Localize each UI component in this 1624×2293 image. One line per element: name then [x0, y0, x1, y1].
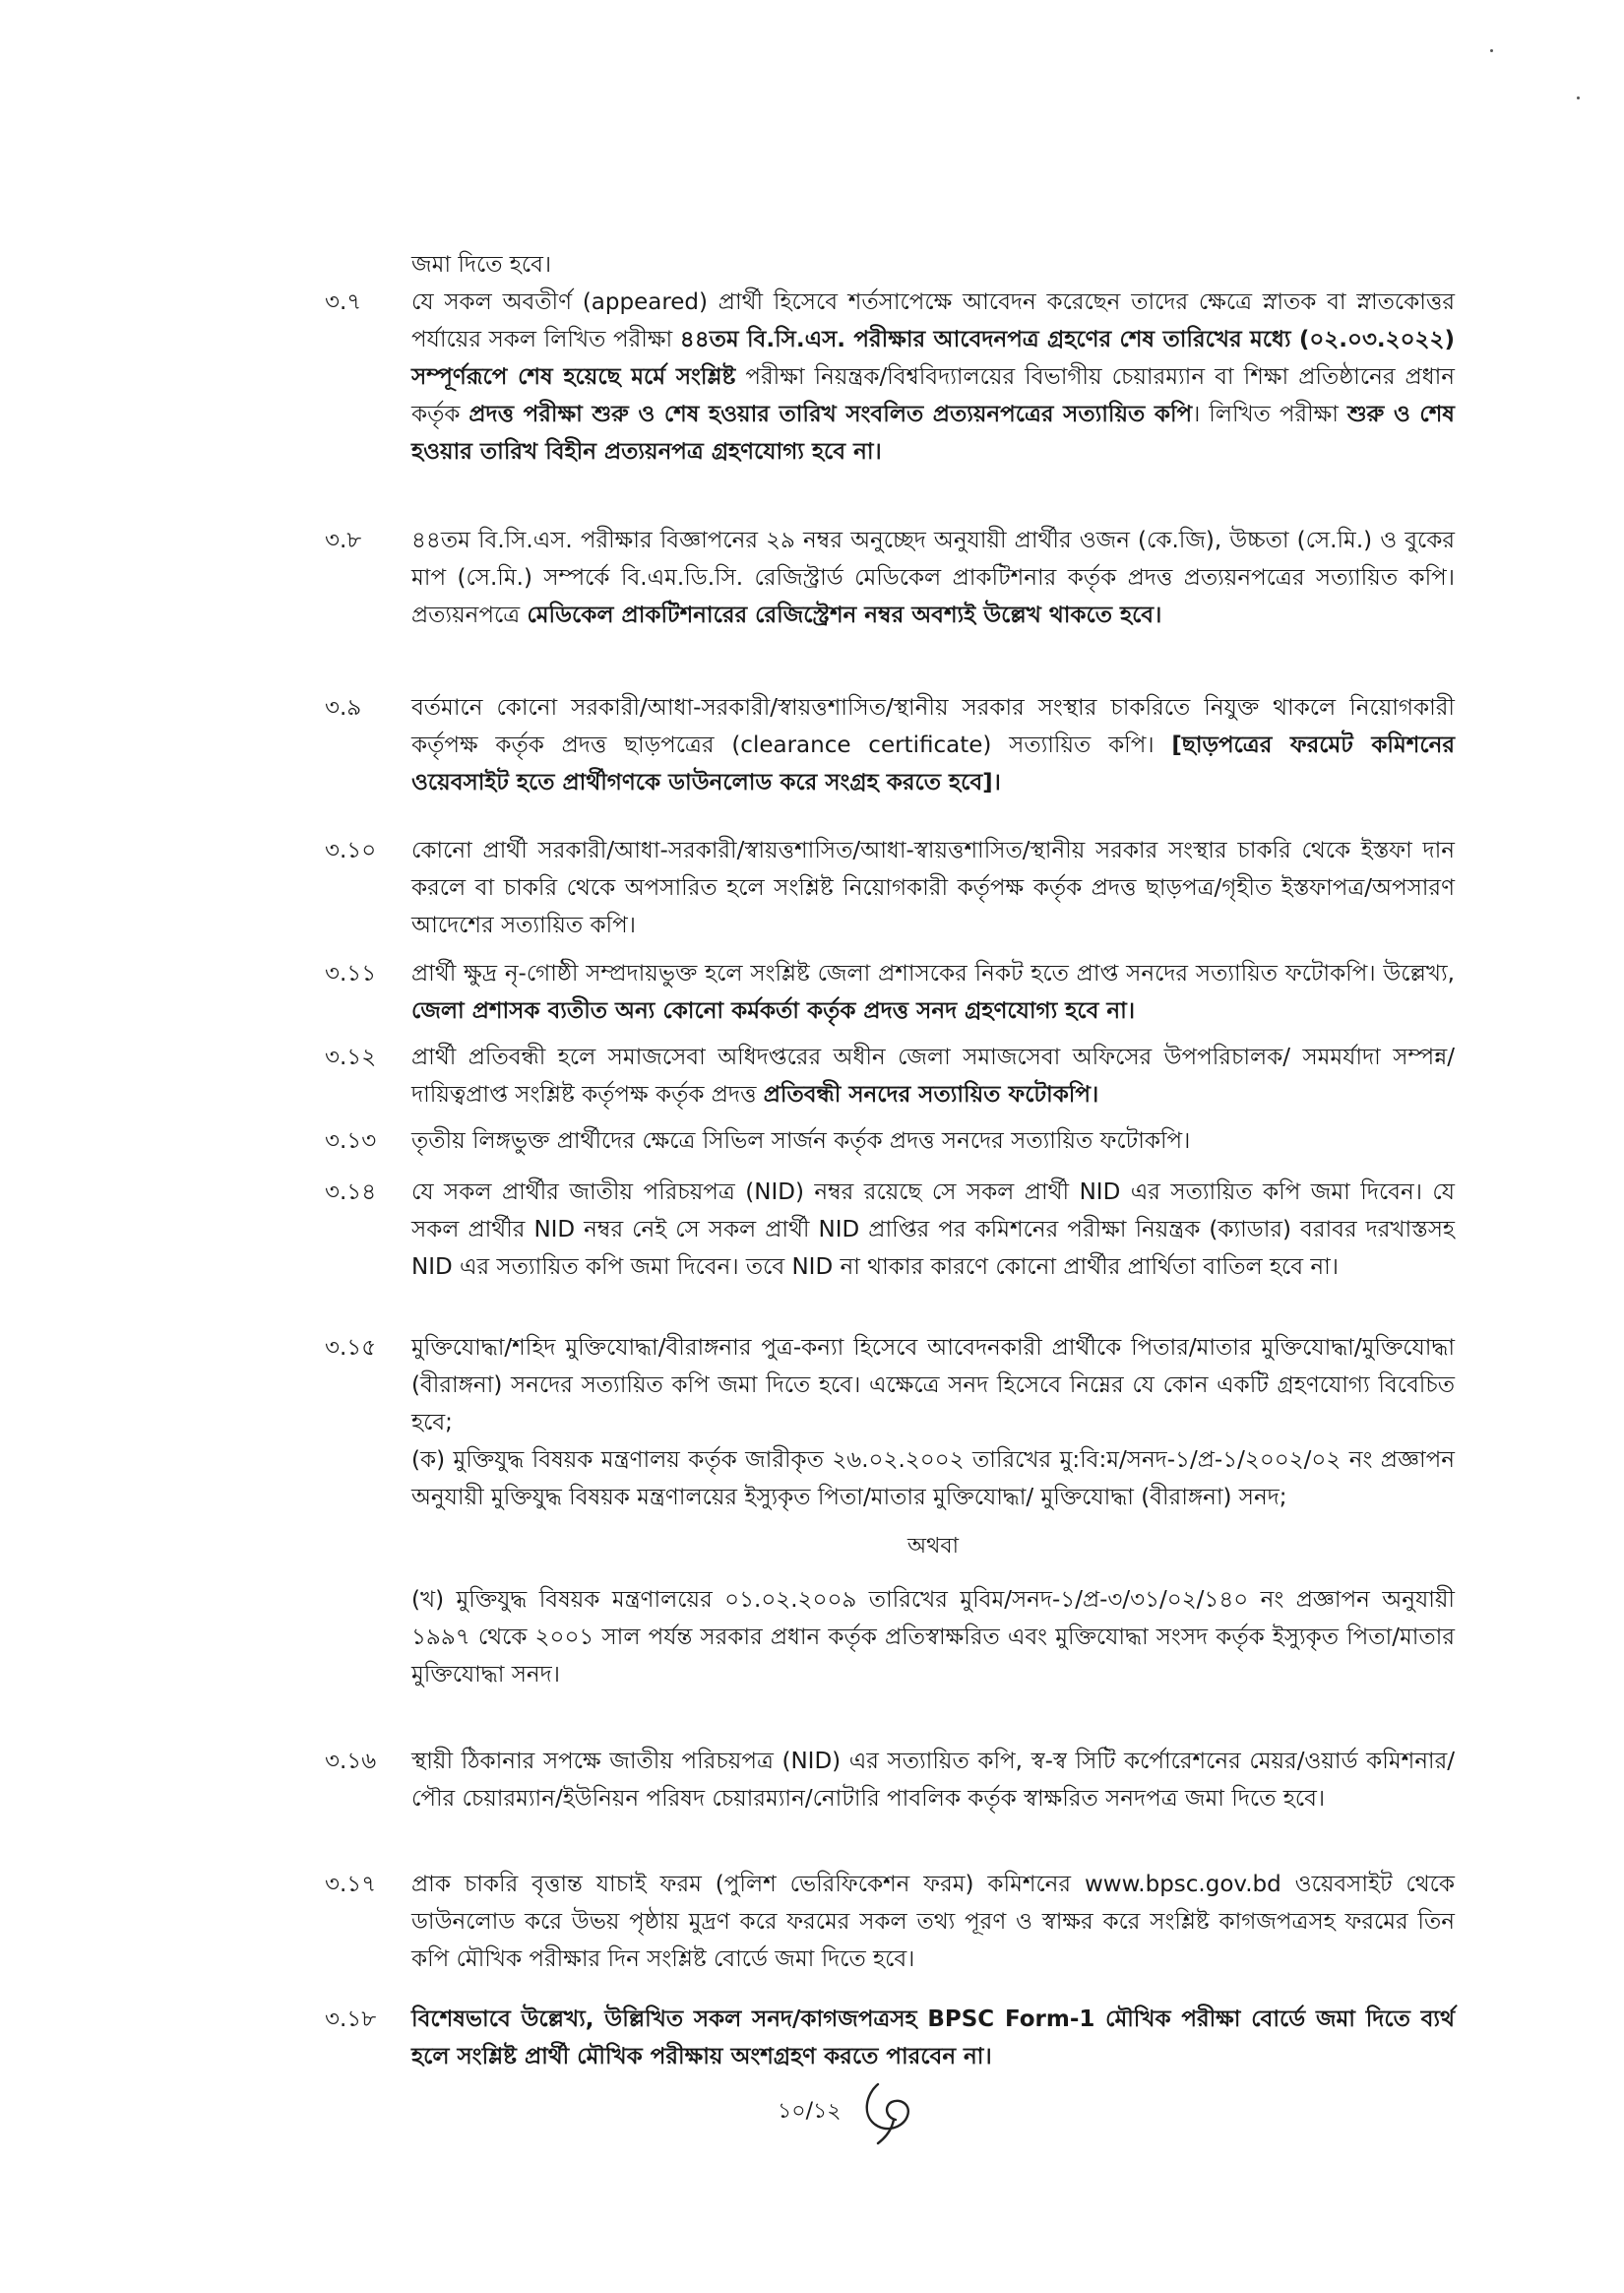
- item-text: [411, 1329, 1455, 1693]
- text-run: ৪৪তম বি.সি.এস. পরীক্ষার বিজ্ঞাপনের ২৯ নম্বর অনুচ্ছেদ অনুযায়ী প্রার্থীর ওজন (কে.জি), উচ্চতা (সে.মি.) ও বুকের মাপ (সে.মি.) সম্পর্কে বি.এম.ডি.সি. রেজিস্ট্রার্ড মেডিকেল প্রাকটিশনার কর্তৃক প্রদত্ত প্রত্যয়নপত্রের সত্যায়িত কপি। প্রত্যয়নপত্রে: [411, 528, 1455, 628]
- scan-speck: [1490, 49, 1493, 52]
- bold-run: [ছাড়পত্রের ফরমেট কমিশনের ওয়েবসাইট হতে প্রার্থীগণকে ডাউনলোড করে সংগ্রহ করতে হবে]।: [411, 732, 1456, 796]
- signature-mark: [856, 2072, 925, 2146]
- sub-clause-ka: (ক) মুক্তিযুদ্ধ বিষয়ক মন্ত্রণালয় কর্তৃক জারীকৃত ২৬.০২.২০০২ তারিখের মু:বি:ম/সনদ-১/প্র-১/২০০২/০২ নং প্রজ্ঞাপন অনুযায়ী মুক্তিযুদ্ধ বিষয়ক মন্ত্রণালয়ের ইস্যুকৃত পিতা/মাতার মুক্তিযোদ্ধা/ মুক্তিযোদ্ধা (বীরাঙ্গনা) সনদ;: [411, 1447, 1455, 1510]
- text-run: প্রার্থী প্রতিবন্ধী হলে সমাজসেবা অধিদপ্তরের অধীন জেলা সমাজসেবা অফিসের উপপরিচালক/ সমমর্যাদা সম্পন্ন/দায়িত্বপ্রাপ্ত সংশ্লিষ্ট কর্তৃপক্ষ কর্তৃক প্রদত্ত: [411, 1045, 1455, 1108]
- bold-run: ৪৪তম বি.সি.এস. পরীক্ষার আবেদনপত্র গ্রহণের শেষ তারিখের মধ্যে (০২.০৩.২০২২) সম্পূর্ণরূপে শেষ হয়েছে মর্মে সংশ্লিষ্ট: [411, 327, 1455, 390]
- item-text: [411, 1866, 1455, 1978]
- item-text: [411, 284, 1455, 471]
- item-number: ৩.১৭: [325, 1872, 377, 1897]
- item-text: [411, 1039, 1455, 1114]
- item-text: [411, 2001, 1455, 2075]
- item-number: ৩.১৫: [325, 1335, 377, 1361]
- text-run: যে সকল অবতীর্ণ (appeared) প্রার্থী হিসেবে শর্তসাপেক্ষে আবেদন করেছেন তাদের ক্ষেত্রে স্নাতক বা স্নাতকোত্তর পর্যায়ের সকল লিখিত পরীক্ষা: [411, 289, 1455, 352]
- bold-run: প্রদত্ত পরীক্ষা শুরু ও শেষ হওয়ার তারিখ সংবলিত প্রত্যয়নপত্রের সত্যায়িত কপি: [468, 402, 1193, 427]
- item-number: ৩.৭: [325, 289, 362, 315]
- text-run: মুক্তিযোদ্ধা/শহিদ মুক্তিযোদ্ধা/বীরাঙ্গনার পুত্র-কন্যা হিসেবে আবেদনকারী প্রার্থীকে পিতার/মাতার মুক্তিযোদ্ধা/মুক্তিযোদ্ধা (বীরাঙ্গনা) সনদের সত্যায়িত কপি জমা দিতে হবে। এক্ষেত্রে সনদ হিসেবে নিম্নের যে কোন একটি গ্রহণযোগ্য বিবেচিত হবে;: [411, 1335, 1455, 1435]
- item-number: ৩.১১: [325, 961, 377, 987]
- page-number: ১০/১২: [778, 2099, 842, 2124]
- scan-speck: [1577, 96, 1580, 99]
- text-run: পরীক্ষা নিয়ন্ত্রক/বিশ্ববিদ্যালয়ের বিভাগীয় চেয়ারম্যান বা শিক্ষা প্রতিষ্ঠানের প্রধান কর্তৃক: [411, 364, 1455, 427]
- item-number: ৩.১০: [325, 838, 377, 863]
- item-text: [411, 1122, 1455, 1160]
- text-run: প্রার্থী ক্ষুদ্র নৃ-গোষ্ঠী সম্প্রদায়ভুক্ত হলে সংশ্লিষ্ট জেলা প্রশাসকের নিকট হতে প্রাপ্ত সনদের সত্যায়িত ফটোকপি। উল্লেখ্য,: [411, 961, 1455, 987]
- bold-run: প্রতিবন্ধী সনদের সত্যায়িত ফটোকপি।: [763, 1082, 1099, 1108]
- or-separator: অথবা: [907, 1534, 959, 1559]
- text-run: যে সকল প্রার্থীর জাতীয় পরিচয়পত্র (NID) নম্বর রয়েছে সে সকল প্রার্থী NID এর সত্যায়িত কপি জমা দিবেন। যে সকল প্রার্থীর NID নম্বর নেই সে সকল প্রার্থী NID প্রাপ্তির পর কমিশনের পরীক্ষা নিয়ন্ত্রক (ক্যাডার) বরাবর দরখাস্তসহ NID এর সত্যায়িত কপি জমা দিবেন। তবে NID না থাকার কারণে কোনো প্রার্থীর প্রার্থিতা বাতিল হবে না।: [411, 1179, 1455, 1280]
- text-run: স্থায়ী ঠিকানার সপক্ষে জাতীয় পরিচয়পত্র (NID) এর সত্যায়িত কপি, স্ব-স্ব সিটি কর্পোরেশনের মেয়র/ওয়ার্ড কমিশনার/পৌর চেয়ারম্যান/ইউনিয়ন পরিষদ চেয়ারম্যান/নোটারি পাবলিক কর্তৃক স্বাক্ষরিত সনদপত্র জমা দিতে হবে।: [411, 1749, 1455, 1812]
- text-run: প্রাক চাকরি বৃত্তান্ত যাচাই ফরম (পুলিশ ভেরিফিকেশন ফরম) কমিশনের www.bpsc.gov.bd ওয়েবসাইট থেকে ডাউনলোড করে উভয় পৃষ্ঠায় মুদ্রণ করে ফরমের সকল তথ্য পূরণ ও স্বাক্ষর করে সংশ্লিষ্ট কাগজপত্রসহ ফরমের তিন কপি মৌখিক পরীক্ষার দিন সংশ্লিষ্ট বোর্ডে জমা দিতে হবে।: [411, 1872, 1455, 1972]
- bold-run: বিশেষভাবে উল্লেখ্য, উল্লিখিত সকল সনদ/কাগজপত্রসহ BPSC Form-1 মৌখিক পরীক্ষা বোর্ডে জমা দিতে ব্যর্থ হলে সংশ্লিষ্ট প্রার্থী মৌখিক পরীক্ষায় অংশগ্রহণ করতে পারবেন না।: [411, 2006, 1455, 2070]
- continued-line: জমা দিতে হবে।: [411, 252, 552, 278]
- item-number: ৩.১২: [325, 1045, 377, 1070]
- sub-clause-kha: (খ) মুক্তিযুদ্ধ বিষয়ক মন্ত্রণালয়ের ০১.০২.২০০৯ তারিখের মুবিম/সনদ-১/প্র-৩/৩১/০২/১৪০ নং প্রজ্ঞাপন অনুযায়ী ১৯৯৭ থেকে ২০০১ সাল পর্যন্ত সরকার প্রধান কর্তৃক প্রতিস্বাক্ষরিত এবং মুক্তিযোদ্ধা সংসদ কর্তৃক ইস্যুকৃত পিতা/মাতার মুক্তিযোদ্ধা সনদ।: [411, 1587, 1455, 1688]
- item-number: ৩.১৪: [325, 1179, 377, 1205]
- text-run: কোনো প্রার্থী সরকারী/আধা-সরকারী/স্বায়ত্তশাসিত/আধা-স্বায়ত্তশাসিত/স্থানীয় সরকার সংস্থার চাকরি থেকে ইস্তফা দান করলে বা চাকরি থেকে অপসারিত হলে সংশ্লিষ্ট নিয়োগকারী কর্তৃপক্ষ কর্তৃক প্রদত্ত ছাড়পত্র/গৃহীত ইস্তফাপত্র/অপসারণ আদেশের সত্যায়িত কপি।: [411, 838, 1455, 938]
- item-number: ৩.১৩: [325, 1128, 377, 1154]
- item-text: [411, 522, 1455, 634]
- item-number: ৩.৮: [325, 528, 362, 553]
- item-number: ৩.১৬: [325, 1749, 377, 1774]
- item-text: [411, 955, 1455, 1030]
- text-run: বর্তমানে কোনো সরকারী/আধা-সরকারী/স্বায়ত্তশাসিত/স্থানীয় সরকার সংস্থার চাকরিতে নিযুক্ত থাকলে নিয়োগকারী কর্তৃপক্ষ কর্তৃক প্রদত্ত ছাড়পত্রের (clearance certificate) সত্যায়িত কপি।: [411, 695, 1455, 758]
- text-run: । লিখিত পরীক্ষা: [1192, 402, 1347, 427]
- item-number: ৩.১৮: [325, 2006, 377, 2032]
- bold-run: শুরু ও শেষ হওয়ার তারিখ বিহীন প্রত্যয়নপত্র গ্রহণযোগ্য হবে না।: [411, 402, 1455, 465]
- item-text: [411, 1174, 1455, 1286]
- item-text: [411, 832, 1455, 944]
- item-number: ৩.৯: [325, 695, 362, 721]
- bold-run: জেলা প্রশাসক ব্যতীত অন্য কোনো কর্মকর্তা কর্তৃক প্রদত্ত সনদ গ্রহণযোগ্য হবে না।: [411, 998, 1136, 1024]
- bold-run: মেডিকেল প্রাকটিশনারের রেজিস্ট্রেশন নম্বর অবশ্যই উল্লেখ থাকতে হবে।: [527, 603, 1162, 628]
- text-run: তৃতীয় লিঙ্গভুক্ত প্রার্থীদের ক্ষেত্রে সিভিল সার্জন কর্তৃক প্রদত্ত সনদের সত্যায়িত ফটোকপি।: [411, 1128, 1191, 1154]
- item-text: [411, 689, 1455, 801]
- item-text: [411, 1743, 1455, 1817]
